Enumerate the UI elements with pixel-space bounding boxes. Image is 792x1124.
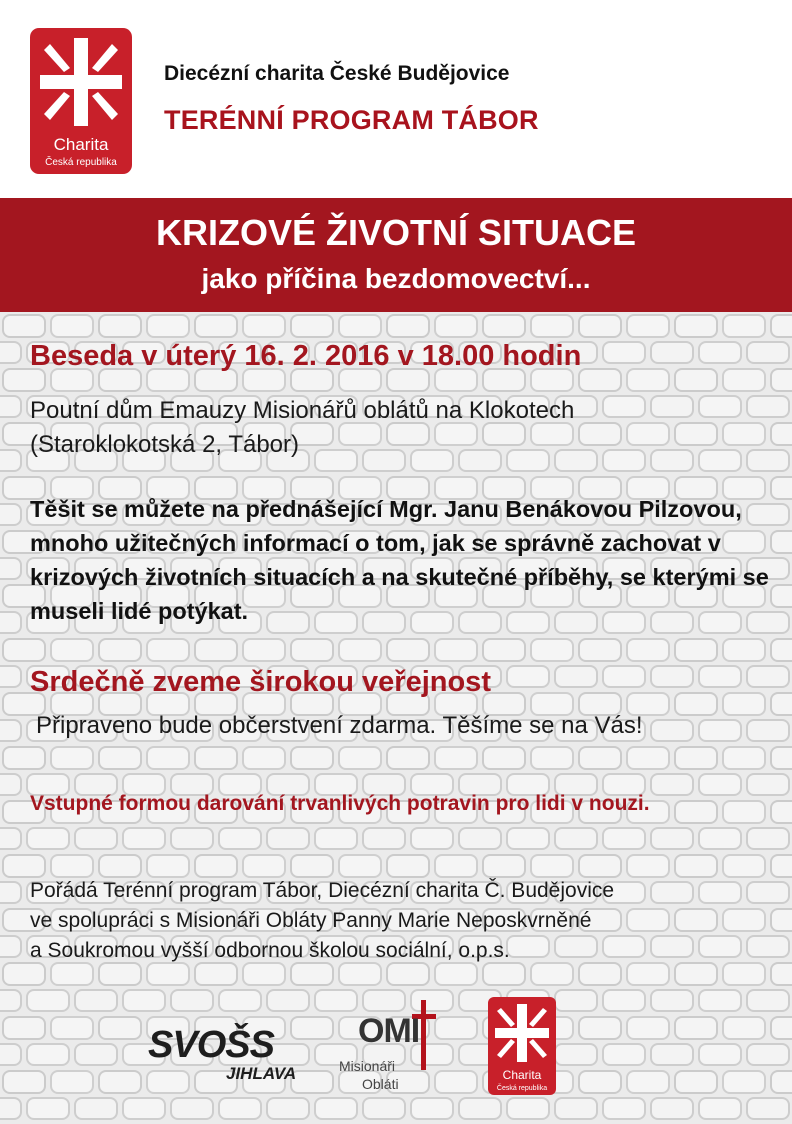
event-date-heading: Beseda v úterý 16. 2. 2016 v 18.00 hodin (30, 340, 582, 372)
banner-title: KRIZOVÉ ŽIVOTNÍ SITUACE (155, 212, 637, 253)
poster-header (0, 0, 792, 198)
invitation-heading: Srdečně zveme širokou veřejnost (30, 666, 491, 698)
organizer-line: ve spolupráci s Misionáři Obláty Panny Marie Neposkvrněné (30, 909, 592, 932)
charita-logo-label: Charita (53, 135, 109, 154)
event-details: Těšit se můžete na přednášející Mgr. Janu Benákovou Pilzovou, mnoho užitečných informací o tom, jak se správně zachovat v krizových životních situacích a na skutečné příběhy, se kterými se museli lidé potýkat. (30, 496, 769, 624)
charita-logo-bottom (488, 997, 556, 1095)
organization-name: Diecézní charita České Budějovice (164, 62, 510, 85)
omi-logo (336, 1000, 446, 1096)
venue-line: Poutní dům Emauzy Misionářů oblátů na Klokotech (30, 397, 575, 424)
organizer-line: Pořádá Terénní program Tábor, Diecézní charita Č. Budějovice (30, 879, 615, 902)
svoss-logo-text: SVOŠS (148, 1024, 274, 1066)
organizer-line: a Soukromou vyšší odbornou školou sociální, o.p.s. (30, 939, 510, 962)
omi-logo-line: Misionáři (339, 1058, 396, 1074)
charita-logo-sublabel: Česká republika (496, 1085, 548, 1092)
event-venue (30, 394, 574, 462)
charita-logo (30, 28, 132, 174)
program-name: TERÉNNÍ PROGRAM TÁBOR (164, 105, 539, 135)
venue-address: (Staroklokotská 2, Tábor) (30, 431, 300, 458)
banner-subtitle: jako příčina bezdomovectví... (201, 263, 591, 294)
charita-logo-label: Charita (502, 1068, 542, 1082)
refreshments-note: Připraveno bude občerstvení zdarma. Těšíme se na Vás! (36, 712, 643, 739)
organizer-info (30, 876, 770, 966)
charita-logo-sublabel: Česká republika (45, 157, 117, 168)
svoss-logo-city: JIHLAVA (226, 1064, 297, 1083)
entry-note: Vstupné formou darování trvanlivých potravin pro lidi v nouzi. (30, 792, 650, 815)
omi-logo-text: OMI (358, 1012, 420, 1050)
omi-logo-line: Obláti (362, 1076, 399, 1092)
svoss-logo (148, 1024, 297, 1086)
title-banner (0, 198, 792, 312)
